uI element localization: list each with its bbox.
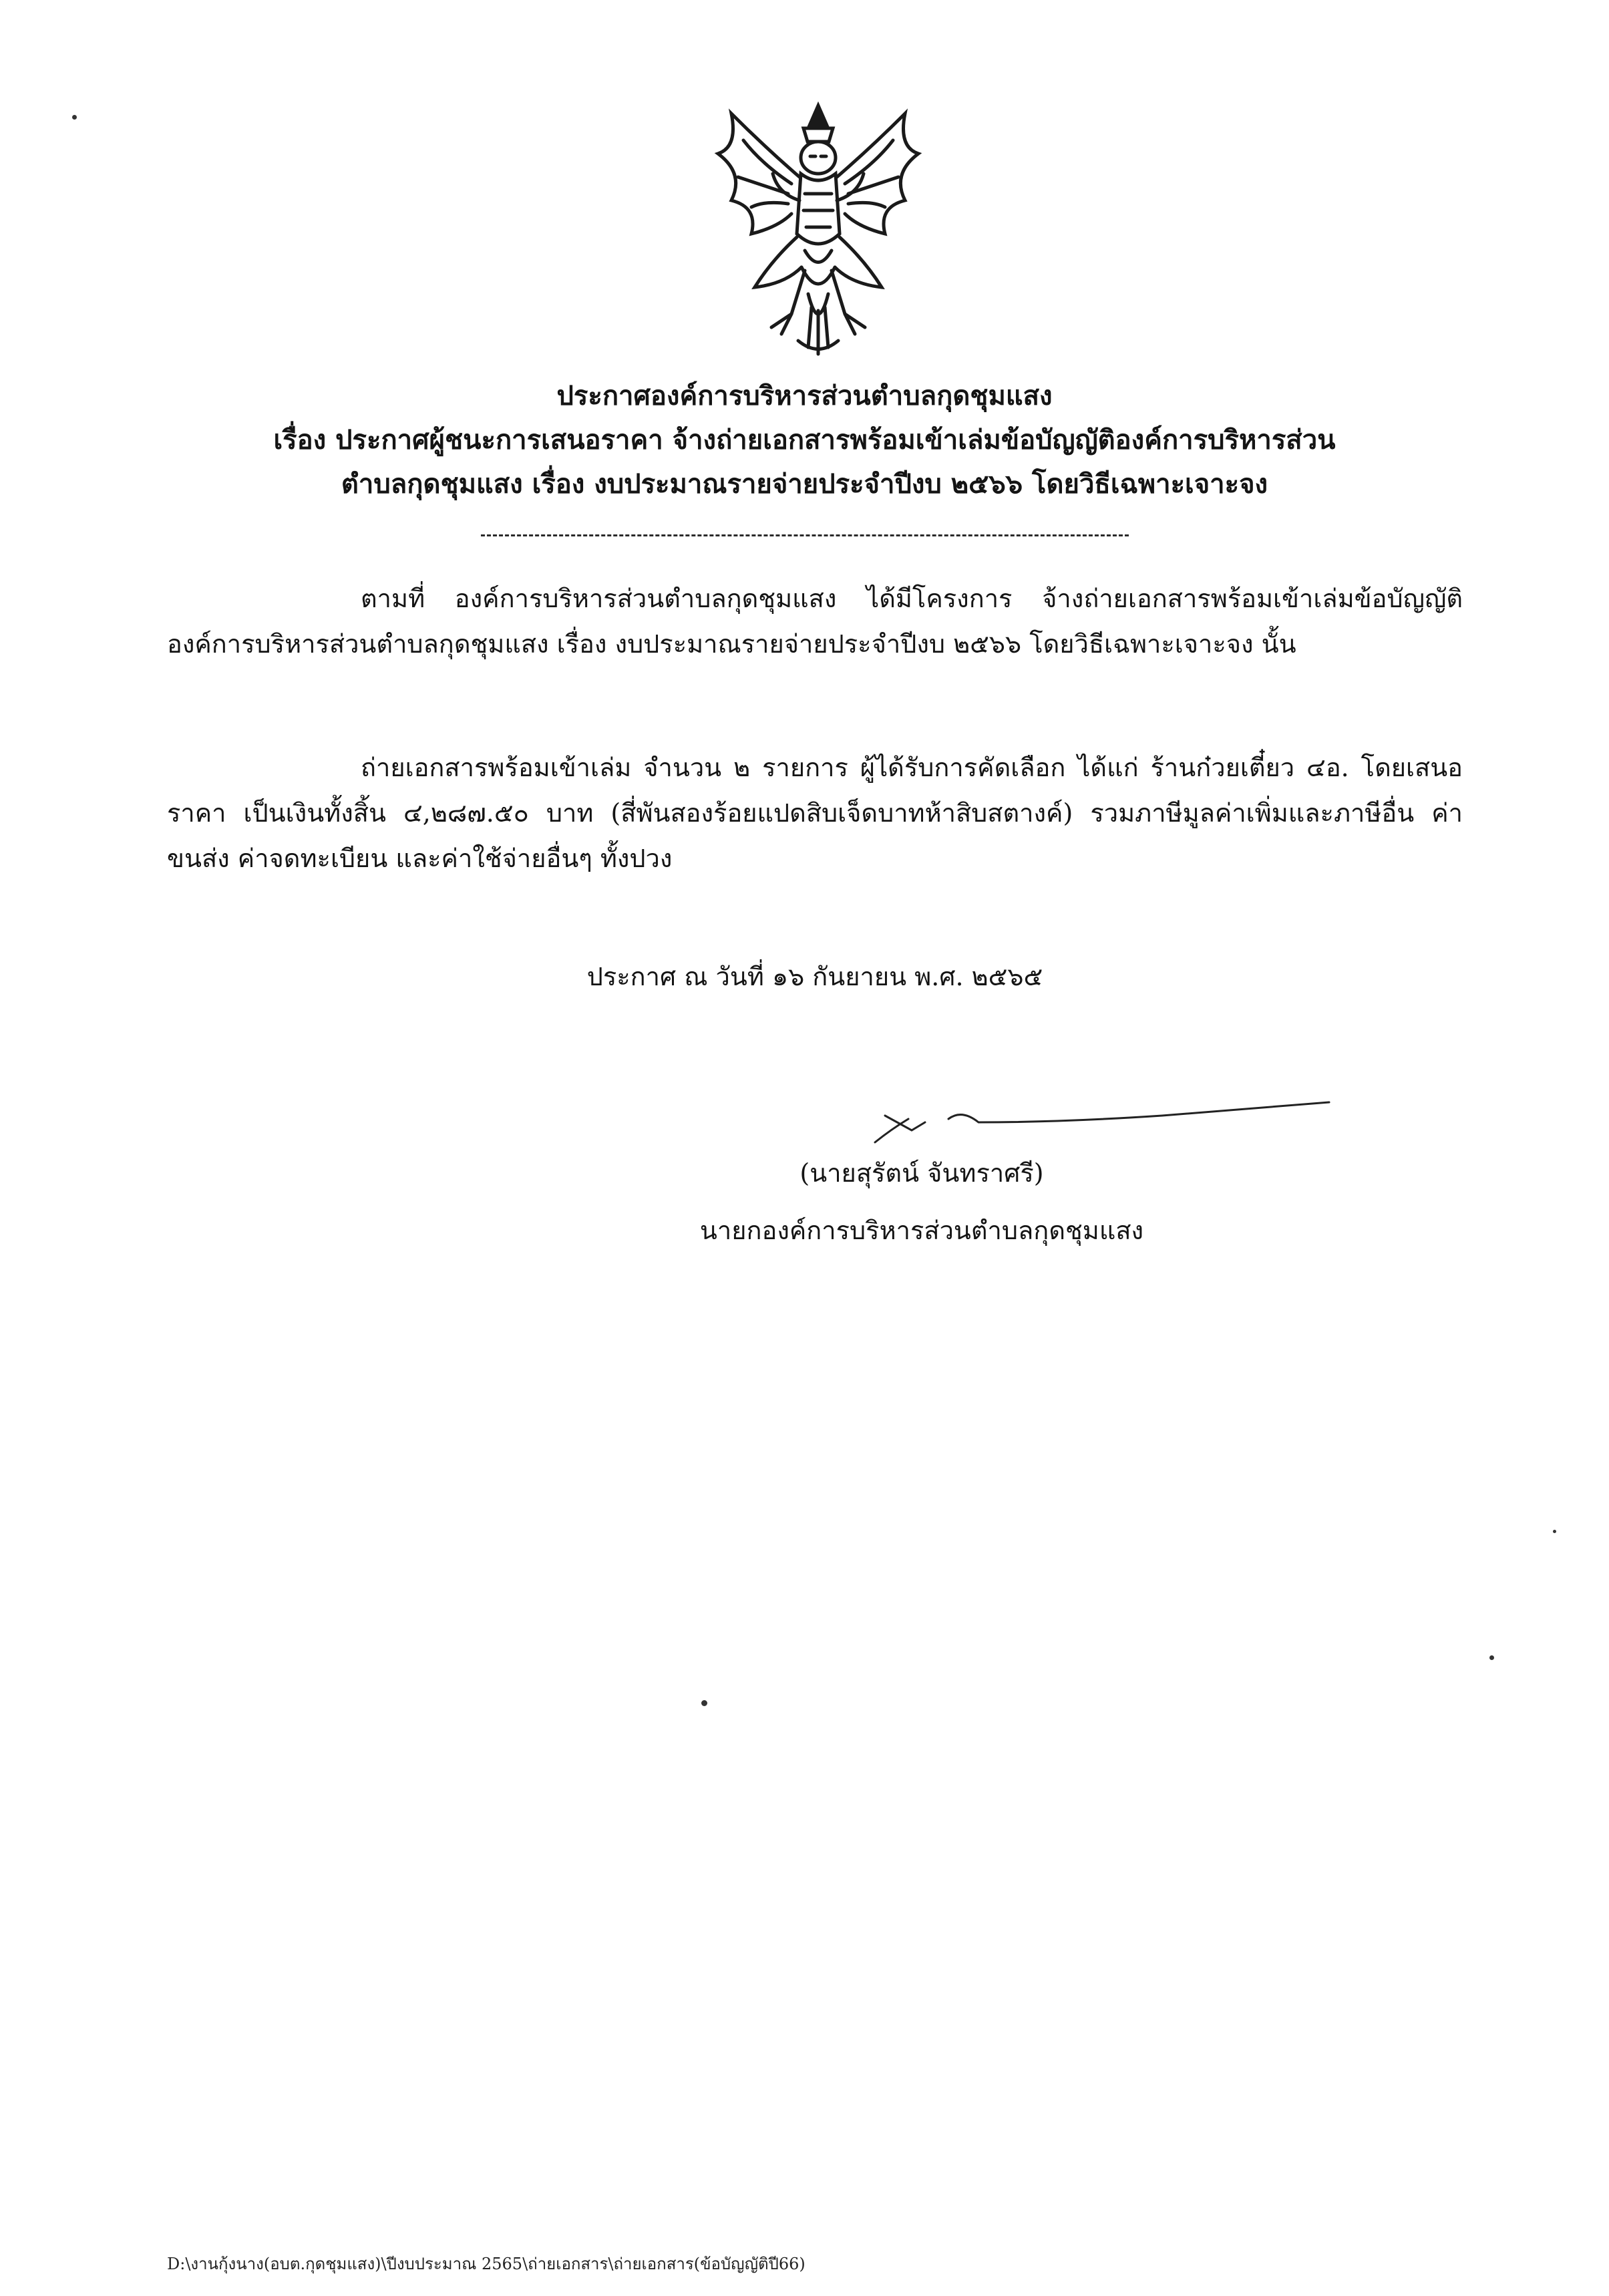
dashed-divider — [481, 534, 1129, 536]
announcement-date: ประกาศ ณ วันที่ ๑๖ กันยายน พ.ศ. ๒๕๖๕ — [586, 962, 1043, 991]
scan-speck — [701, 1700, 707, 1706]
scan-speck — [72, 115, 77, 120]
scan-speck — [1553, 1530, 1556, 1533]
body-paragraph-1 — [167, 576, 1463, 667]
handwritten-signature-icon — [862, 1082, 1343, 1149]
body-paragraph-1-text: ตามที่ องค์การบริหารส่วนตำบลกุดชุมแสง ได้มีโครงการ จ้างถ่ายเอกสารพร้อมเข้าเล่มข้อบัญญัติองค์การบริหารส่วนตำบลกุดชุมแสง เรื่อง งบประมาณรายจ่ายประจำปีงบ ๒๕๖๖ โดยวิธีเฉพาะเจาะจง นั้น — [167, 584, 1463, 659]
body-paragraph-2-text: ถ่ายเอกสารพร้อมเข้าเล่ม จำนวน ๒ รายการ ผู้ได้รับการคัดเลือก ได้แก่ ร้านก๋วยเตี๋ยว ๔อ. โดยเสนอราคา เป็นเงินทั้งสิ้น ๔,๒๘๗.๕๐ บาท (สี่พันสองร้อยแปดสิบเจ็ดบาทห้าสิบสตางค์) รวมภาษีมูลค่าเพิ่มและภาษีอื่น ค่าขนส่ง ค่าจดทะเบียน และค่าใช้จ่ายอื่นๆ ทั้งปวง — [167, 753, 1463, 873]
announcement-title: ประกาศองค์การบริหารส่วนตำบลกุดชุมแสง — [556, 380, 1053, 412]
announcement-subject-line-2: ตำบลกุดชุมแสง เรื่อง งบประมาณรายจ่ายประจำปีงบ ๒๕๖๖ โดยวิธีเฉพาะเจาะจง — [341, 468, 1268, 500]
scan-speck — [1489, 1655, 1494, 1660]
signer-position: นายกองค์การบริหารส่วนตำบลกุดชุมแสง — [699, 1216, 1144, 1245]
announcement-subject-line-1: เรื่อง ประกาศผู้ชนะการเสนอราคา จ้างถ่ายเอกสารพร้อมเข้าเล่มข้อบัญญัติองค์การบริหารส่วน — [273, 424, 1336, 456]
body-paragraph-2 — [167, 745, 1463, 881]
garuda-emblem-icon — [691, 100, 945, 361]
footer-file-path: D:\งานกุ้งนาง(อบต.กุดชุมแสง)\ปีงบประมาณ 2565\ถ่ายเอกสาร\ถ่ายเอกสาร(ข้อบัญญัติปี66) — [167, 2255, 806, 2273]
signer-name: (นายสุรัตน์ จันทราศรี) — [799, 1158, 1044, 1188]
